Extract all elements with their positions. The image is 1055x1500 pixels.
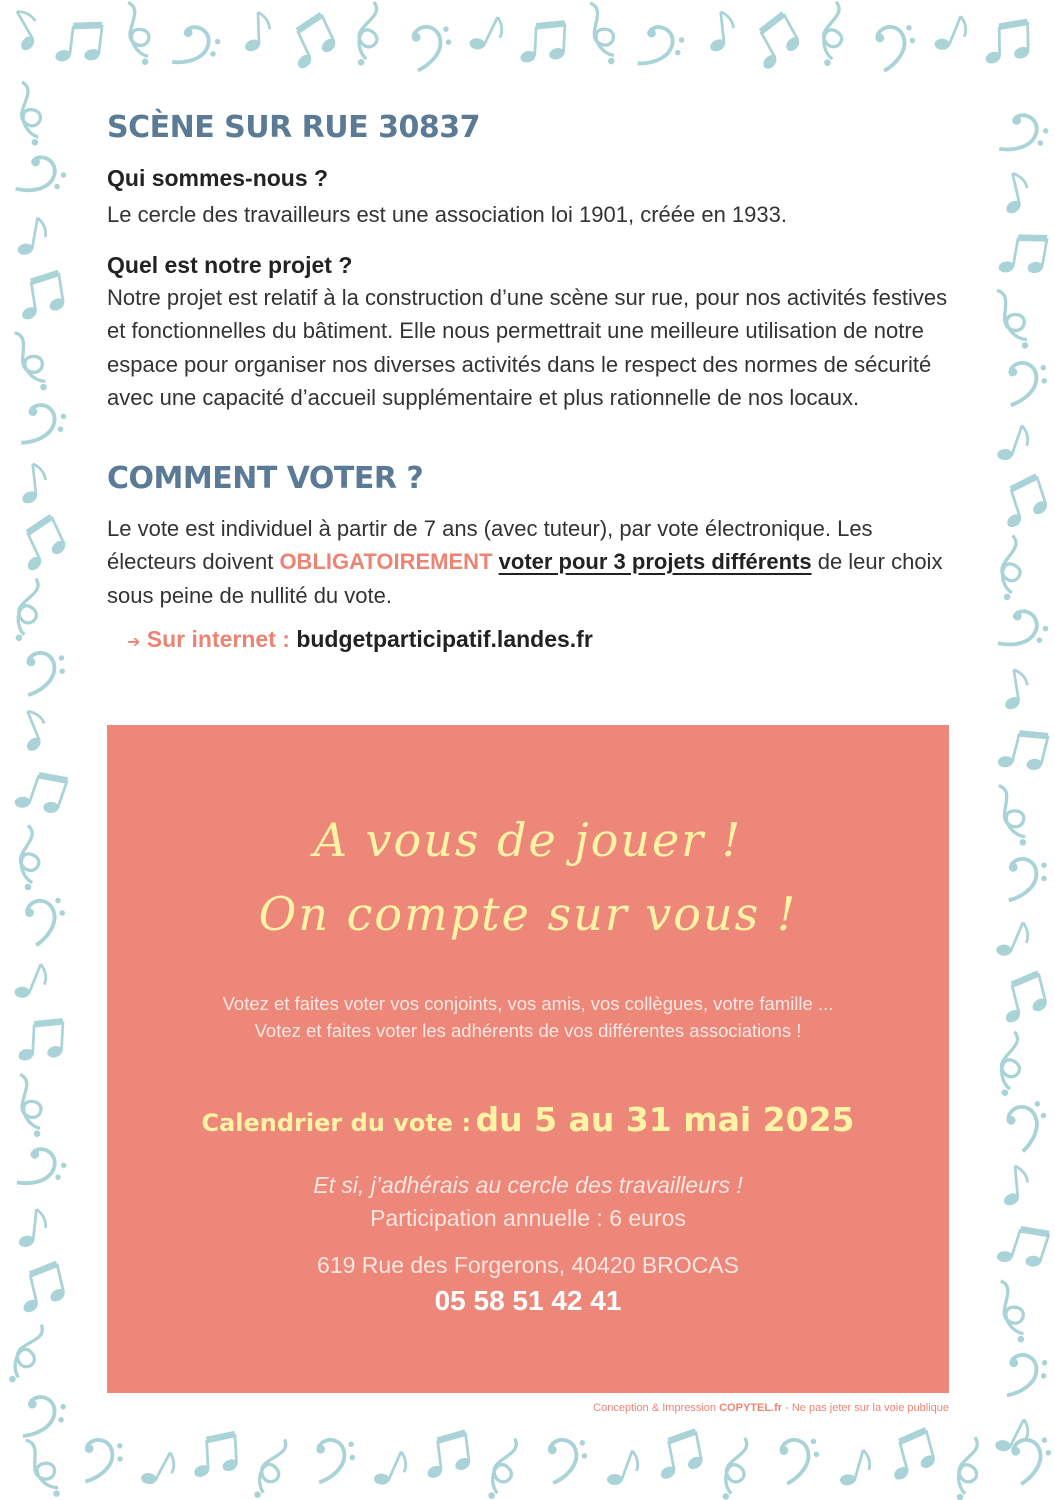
music-note-icon	[547, 1436, 591, 1483]
music-note-icon	[421, 1432, 473, 1480]
internet-url[interactable]: budgetparticipatif.landes.fr	[296, 626, 593, 652]
music-note-icon	[999, 111, 1051, 164]
vote-three-projects: voter pour 3 projets différents	[498, 549, 812, 574]
vote-text-start: Le vote est individuel à partir de 7 ans (avec tuteur), par vote électronique. Les électeurs doivent	[107, 515, 873, 574]
credit-brand: COPYTEL.fr	[719, 1402, 783, 1414]
music-note-icon	[11, 766, 69, 822]
question-project: Quel est notre projet ?	[107, 251, 353, 278]
script-line-2: On compte sur vous !	[258, 887, 798, 941]
music-note-icon	[603, 1445, 642, 1492]
music-note-icon	[999, 1165, 1029, 1208]
music-note-icon	[999, 535, 1023, 601]
invite-line-1: Votez et faites voter vos conjoints, vos amis, vos collègues, votre famille ...	[222, 993, 834, 1014]
credit-suffix: - Ne pas jeter sur la voie publique	[785, 1402, 949, 1414]
music-note-icon	[705, 11, 736, 54]
music-note-icon	[837, 1446, 874, 1493]
music-note-icon	[16, 1019, 65, 1064]
music-note-icon	[994, 420, 1033, 467]
music-note-icon	[281, 14, 342, 73]
music-note-icon	[483, 1436, 524, 1500]
music-note-icon	[994, 1277, 1032, 1344]
music-note-icon	[998, 668, 1031, 712]
vote-text-end: de leur choix sous peine de nullité du vote.	[107, 549, 943, 608]
music-note-icon	[15, 273, 68, 323]
invite-line-2: Votez et faites voter les adhérents de vos différentes associations !	[254, 1020, 802, 1041]
music-note-icon	[931, 10, 971, 58]
membership-price: Participation annuelle : 6 euros	[370, 1205, 686, 1231]
music-note-icon	[990, 286, 1036, 352]
music-note-icon	[983, 22, 1031, 66]
credit-prefix: Conception & Impression	[593, 1402, 717, 1414]
music-note-icon	[11, 958, 51, 1006]
footer-credit	[593, 1402, 949, 1414]
music-note-icon	[873, 21, 920, 71]
vote-title: COMMENT VOTER ?	[107, 460, 424, 496]
phone-number: 05 58 51 42 41	[434, 1285, 622, 1316]
music-note-icon	[995, 476, 1053, 531]
music-note-icon	[1009, 1433, 1055, 1484]
music-note-icon	[1009, 859, 1047, 900]
arrow-icon: ➔	[127, 634, 141, 651]
music-note-icon	[997, 171, 1032, 217]
answer-project: Notre projet est relatif à la construction d’une scène sur rue, pour nos activités festives et fonctionnelles du bâtiment. Elle nous permettrait une meilleure utilisation de notre espace pour organiser nos diverses activités dans le respect des normes de sécurité avec une capacité d’accueil supplémentaire et plus rationnelle de nos locaux.	[107, 284, 948, 410]
music-note-icon	[13, 707, 53, 755]
music-note-icon	[242, 12, 270, 54]
music-note-icon	[20, 825, 38, 890]
music-note-icon	[13, 1072, 49, 1139]
music-note-icon	[1008, 361, 1049, 405]
music-note-icon	[17, 1145, 69, 1199]
music-note-icon	[316, 1438, 357, 1483]
music-note-icon	[994, 1220, 1052, 1275]
music-note-icon	[11, 516, 72, 575]
question-who: Qui sommes-nous ?	[107, 165, 329, 191]
music-note-icon	[583, 0, 622, 67]
music-note-icon	[998, 606, 1051, 660]
music-note-icon	[638, 24, 686, 75]
music-note-icon	[353, 0, 384, 67]
music-note-icon	[16, 152, 69, 207]
project-title: SCÈNE SUR RUE 30837	[107, 110, 480, 145]
answer-who: Le cercle des travailleurs est une association loi 1901, créée en 1933.	[107, 202, 787, 227]
music-note-icon	[466, 10, 508, 58]
music-note-icon	[23, 894, 72, 946]
music-note-icon	[4, 1321, 51, 1387]
music-note-icon	[997, 1031, 1025, 1098]
music-note-icon	[17, 463, 48, 506]
music-note-icon	[718, 1435, 756, 1500]
calendar-label: Calendrier du vote :	[201, 1109, 472, 1137]
music-note-icon	[19, 1435, 67, 1500]
music-note-icon	[996, 973, 1052, 1026]
music-note-icon	[191, 1434, 240, 1479]
music-note-icon	[3, 6, 47, 55]
vote-mandatory: OBLIGATOIREMENT	[279, 549, 493, 574]
music-note-icon	[370, 1445, 411, 1493]
music-note-icon	[410, 22, 455, 70]
main-content	[107, 110, 952, 653]
call-to-action-box	[107, 725, 949, 1393]
script-line-1: A vous de jouer !	[313, 813, 743, 867]
music-note-icon	[23, 1395, 67, 1442]
internet-label: Sur internet :	[146, 626, 290, 652]
music-note-icon	[249, 1436, 294, 1500]
music-note-icon	[883, 1430, 939, 1484]
music-note-icon	[952, 1435, 986, 1500]
calendar-dates: du 5 au 31 mai 2025	[475, 1100, 855, 1139]
music-note-icon	[137, 1445, 180, 1494]
music-note-icon	[652, 1431, 706, 1482]
music-note-icon	[518, 21, 567, 66]
music-note-icon	[745, 13, 807, 73]
membership-question: Et si, j’adhérais au cercle des travailleurs !	[313, 1172, 743, 1198]
music-note-icon	[1007, 1354, 1048, 1398]
music-note-icon	[993, 916, 1034, 964]
music-note-icon	[14, 1263, 69, 1315]
music-note-icon	[172, 23, 222, 75]
music-note-icon	[819, 1, 846, 68]
vote-paragraph	[107, 512, 952, 613]
music-note-icon	[8, 328, 55, 394]
vote-calendar	[107, 1100, 949, 1139]
music-note-icon	[26, 652, 66, 695]
music-note-icon	[121, 0, 157, 67]
music-note-icon	[21, 402, 67, 451]
music-note-icon	[15, 80, 46, 147]
music-note-icon	[996, 231, 1050, 281]
music-note-icon	[17, 1208, 48, 1251]
music-note-icon	[53, 20, 105, 68]
music-note-icon	[11, 576, 47, 643]
music-note-icon	[995, 725, 1051, 778]
internet-line	[127, 626, 952, 653]
music-note-icon	[85, 1439, 124, 1481]
music-note-icon	[15, 215, 48, 260]
music-note-icon	[778, 1435, 824, 1484]
address: 619 Rue des Forgerons, 40420 BROCAS	[317, 1252, 739, 1278]
music-note-icon	[992, 781, 1034, 848]
music-note-icon	[1003, 1097, 1055, 1151]
